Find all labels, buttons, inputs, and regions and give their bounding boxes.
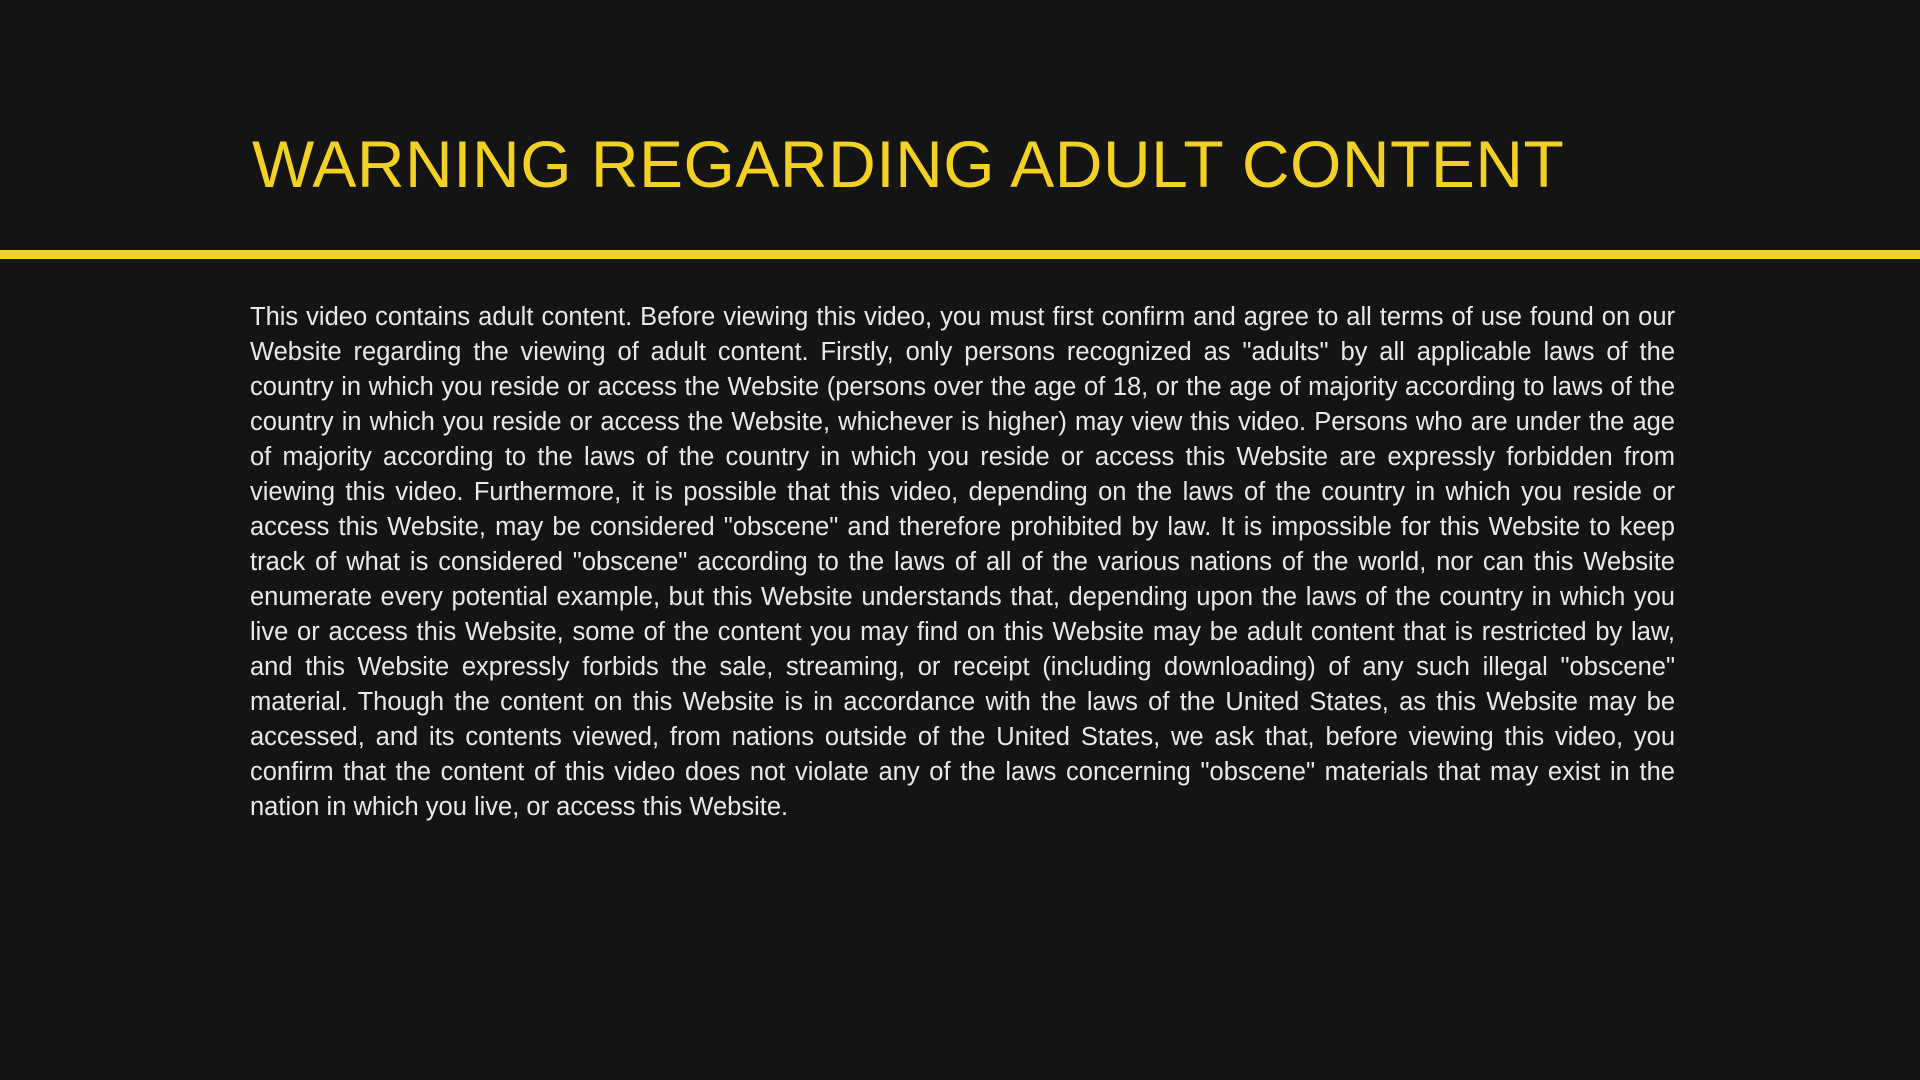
page-title: WARNING REGARDING ADULT CONTENT [252, 127, 1565, 201]
warning-body-text: This video contains adult content. Before viewing this video, you must first confirm and agree to all terms of use found on our Website regarding the viewing of adult content. Firstly, only persons recognized as "adults" by all applicable laws of the country in which you reside or access the Website (persons over the age of 18, or the age of majority according to laws of the country in which you reside or access the Website, whichever is higher) may view this video. Persons who are under the age of majority according to the laws of the country in which you reside or access this Website are expressly forbidden from viewing this video. Furthermore, it is possible that this video, depending on the laws of the country in which you reside or access this Website, may be considered "obscene" and therefore prohibited by law. It is impossible for this Website to keep track of what is considered "obscene" according to the laws of all of the various nations of the world, nor can this Website enumerate every potential example, but this Website understands that, depending upon the laws of the country in which you live or access this Website, some of the content you may find on this Website may be adult content that is restricted by law, and this Website expressly forbids the sale, streaming, or receipt (including downloading) of any such illegal "obscene" material. Though the content on this Website is in accordance with the laws of the United States, as this Website may be accessed, and its contents viewed, from nations outside of the United States, we ask that, before viewing this video, you confirm that the content of this video does not violate any of the laws concerning "obscene" materials that may exist in the nation in which you live, or access this Website. [250, 303, 1675, 821]
title-divider [0, 250, 1920, 259]
